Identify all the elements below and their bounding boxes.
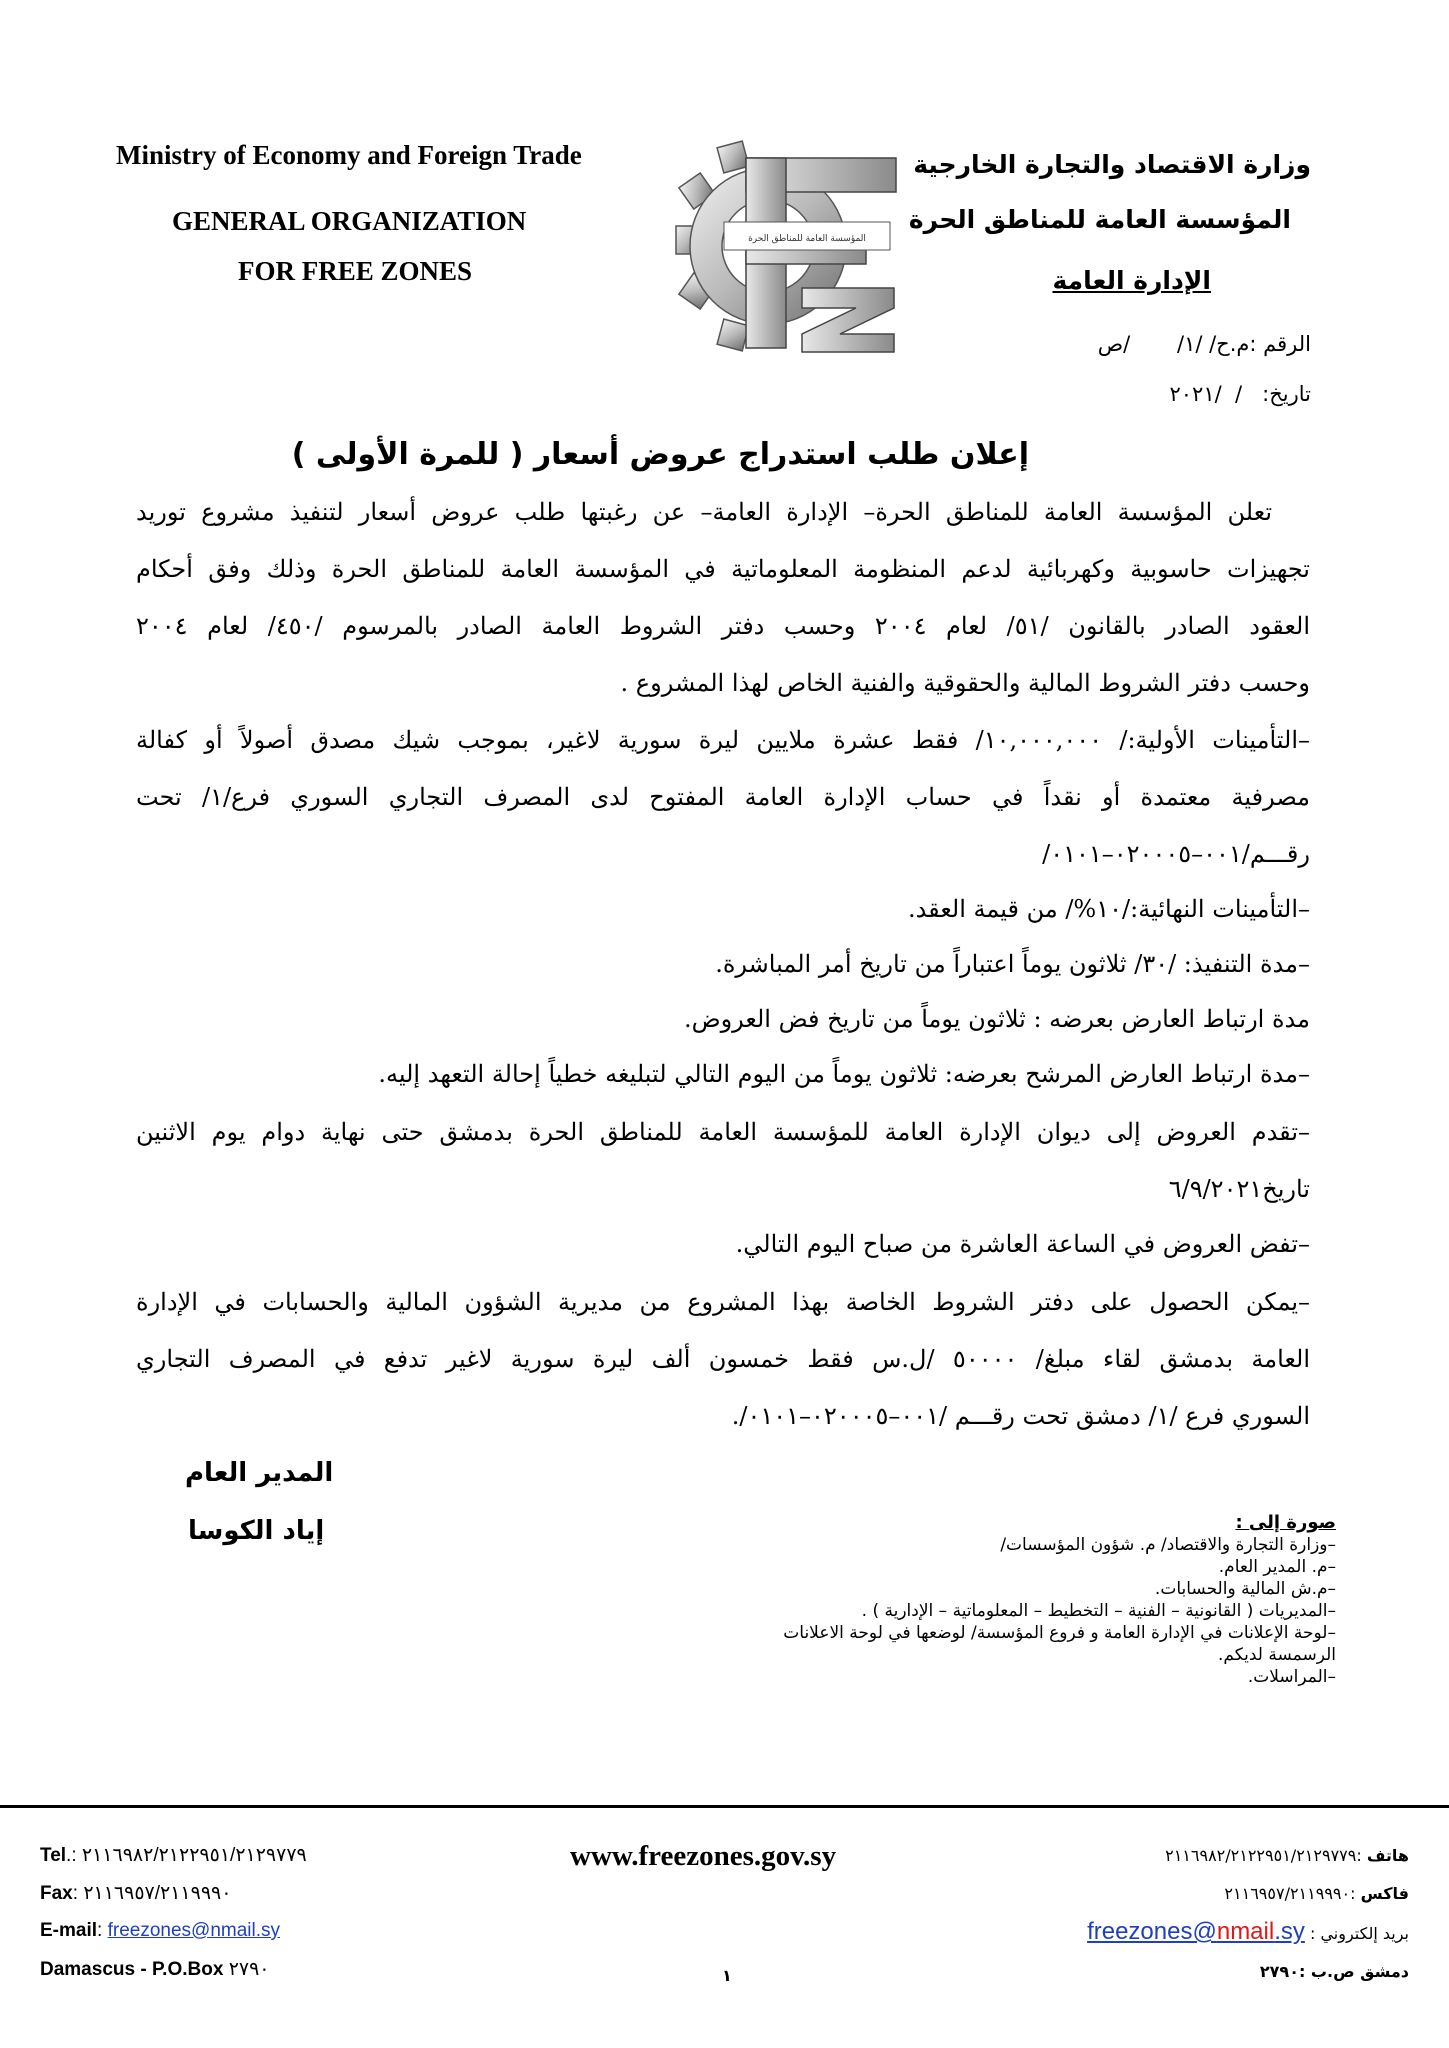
email-label: E-mail bbox=[40, 1920, 98, 1941]
body-line: –تقدم العروض إلى ديوان الإدارة العامة للمؤسسة العامة للمناطق الحرة بدمشق حتى نهاية دوام يوم الاثنين bbox=[136, 1118, 1310, 1146]
signature-title: المدير العام bbox=[185, 1458, 334, 1488]
copies-item: الرسمسة لديكم. bbox=[1218, 1645, 1336, 1665]
ar-email-tld: .sy bbox=[1274, 1918, 1305, 1945]
copies-item: –وزارة التجارة والاقتصاد/ م. شؤون المؤسسات/ bbox=[1000, 1535, 1336, 1555]
document-date: تاريخ: / /٢٠٢١ bbox=[1169, 382, 1311, 406]
page-number: ١ bbox=[722, 1966, 732, 1985]
en-org-line2: FOR FREE ZONES bbox=[238, 256, 473, 286]
body-line: العامة بدمشق لقاء مبلغ/ ٥٠٠٠٠ /ل.س فقط خمسون ألف ليرة سورية لاغير تدفع في المصرف التجاري bbox=[136, 1345, 1310, 1373]
ar-email-link[interactable] bbox=[1087, 1918, 1305, 1945]
svg-text:المؤسسة العامة للمناطق الحرة: المؤسسة العامة للمناطق الحرة bbox=[748, 234, 866, 244]
body-line: تجهيزات حاسوبية وكهربائية لدعم المنظومة المعلوماتية في المؤسسة العامة للمناطق الحرة وذلك وفق أحكام bbox=[136, 555, 1310, 583]
footer-ar-email bbox=[1087, 1918, 1409, 1946]
body-line: تاريخ٦/٩/٢٠٢١ bbox=[1168, 1175, 1310, 1203]
body-line: –تفض العروض في الساعة العاشرة من صباح اليوم التالي. bbox=[735, 1230, 1310, 1258]
body-line: مصرفية معتمدة أو نقداً في حساب الإدارة العامة المفتوح لدى المصرف التجاري السوري فرع/١/ تحت bbox=[136, 783, 1310, 811]
gear-logo-icon bbox=[672, 138, 908, 356]
footer-pobox bbox=[40, 1958, 270, 1981]
footer-ar-pobox: دمشق ص.ب :٢٧٩٠ bbox=[1259, 1962, 1409, 1981]
body-line: العقود الصادر بالقانون /٥١/ لعام ٢٠٠٤ وحسب دفتر الشروط العامة الصادر بالمرسوم /٤٥٠/ لعام ٢٠٠٤ bbox=[136, 612, 1311, 640]
copies-item: –المراسلات. bbox=[1247, 1667, 1336, 1687]
en-ministry: Ministry of Economy and Foreign Trade bbox=[116, 140, 582, 170]
website-url[interactable]: www.freezones.gov.sy bbox=[570, 1840, 837, 1872]
copies-item: –م. المدير العام. bbox=[1218, 1557, 1336, 1577]
footer-ar-fax bbox=[1224, 1884, 1409, 1903]
tel-label: Tel bbox=[40, 1845, 67, 1866]
ar-tel-value: :٢١١٦٩٨٢/٢١٢٢٩٥١/٢١٢٩٧٧٩ bbox=[1165, 1846, 1362, 1865]
copies-item: –المديريات ( القانونية – الفنية – التخطيط – المعلوماتية – الإدارية ) . bbox=[861, 1601, 1336, 1621]
pobox-label: Damascus - P.O.Box bbox=[40, 1959, 224, 1980]
footer-divider bbox=[0, 1805, 1449, 1808]
footer-ar-tel bbox=[1165, 1846, 1409, 1865]
reference-number: الرقم :م.ح/ /١/ /ص bbox=[1097, 332, 1311, 356]
ar-tel-label: هاتف bbox=[1366, 1846, 1409, 1865]
ar-email-label: بريد إلكتروني : bbox=[1309, 1924, 1409, 1943]
body-line: رقـــم/٠٠١–٠٢٠٠٠٥–٠١٠١/ bbox=[1042, 840, 1310, 868]
en-org-line1: GENERAL ORGANIZATION bbox=[172, 206, 527, 236]
ar-email-user: freezones@ bbox=[1087, 1918, 1217, 1945]
body-line: –يمكن الحصول على دفتر الشروط الخاصة بهذا المشروع من مديرية الشؤون المالية والحسابات في الإدارة bbox=[136, 1288, 1311, 1316]
ar-admin: الإدارة العامة bbox=[1052, 266, 1211, 295]
tel-value: .: ٢١١٦٩٨٢/٢١٢٢٩٥١/٢١٢٩٧٧٩ bbox=[66, 1845, 307, 1866]
organization-logo bbox=[672, 138, 908, 356]
ar-fax-value: :٢١١٦٩٥٧/٢١١٩٩٩٠ bbox=[1224, 1884, 1356, 1903]
body-line: مدة ارتباط العارض بعرضه : ثلاثون يوماً من تاريخ فض العروض. bbox=[683, 1005, 1310, 1033]
footer-tel bbox=[40, 1844, 307, 1867]
copies-item: –م.ش المالية والحسابات. bbox=[1154, 1579, 1336, 1599]
ar-ministry: وزارة الاقتصاد والتجارة الخارجية bbox=[913, 150, 1311, 179]
email-link[interactable]: freezones@nmail.sy bbox=[107, 1920, 281, 1941]
pobox-value: ٢٧٩٠ bbox=[228, 1959, 270, 1980]
copies-heading: صورة إلى : bbox=[1235, 1512, 1336, 1533]
footer-email: E-mail: freezones@nmail.sy bbox=[40, 1920, 281, 1941]
fax-value: : ٢١١٦٩٥٧/٢١١٩٩٩٠ bbox=[72, 1883, 232, 1904]
fax-label: Fax bbox=[40, 1883, 73, 1904]
copies-block bbox=[636, 1512, 1336, 1688]
signature-name: إياد الكوسا bbox=[188, 1516, 325, 1546]
announcement-title: إعلان طلب استدراج عروض أسعار ( للمرة الأولى ) bbox=[291, 437, 1029, 472]
body-line: وحسب دفتر الشروط المالية والحقوقية والفنية الخاص لهذا المشروع . bbox=[620, 669, 1310, 697]
body-line: –مدة التنفيذ: /٣٠/ ثلاثون يوماً اعتباراً من تاريخ أمر المباشرة. bbox=[715, 950, 1310, 978]
body-line: السوري فرع /١/ دمشق تحت رقـــم /٠٠١–٠٢٠٠٠٥–٠١٠١/. bbox=[731, 1402, 1310, 1430]
footer-fax bbox=[40, 1882, 231, 1905]
body-line: –التأمينات الأولية:/ ١٠,٠٠٠,٠٠٠/ فقط عشرة ملايين ليرة سورية لاغير، بموجب شيك مصدق أصولاً أو كفالة bbox=[136, 726, 1311, 754]
ar-org: المؤسسة العامة للمناطق الحرة bbox=[908, 205, 1291, 234]
body-line: –التأمينات النهائية:/١٠%/ من قيمة العقد. bbox=[907, 895, 1310, 923]
ar-email-domain: nmail bbox=[1216, 1918, 1275, 1945]
copies-item: –لوحة الإعلانات في الإدارة العامة و فروع المؤسسة/ لوضعها في لوحة الاعلانات bbox=[783, 1623, 1336, 1643]
body-line: تعلن المؤسسة العامة للمناطق الحرة– الإدارة العامة– عن رغبتها طلب عروض أسعار لتنفيذ مشروع توريد bbox=[136, 498, 1272, 526]
ar-fax-label: فاكس bbox=[1360, 1884, 1409, 1903]
body-line: –مدة ارتباط العارض المرشح بعرضه: ثلاثون يوماً من اليوم التالي لتبليغه خطياً إحالة التعهد إليه. bbox=[378, 1060, 1310, 1088]
